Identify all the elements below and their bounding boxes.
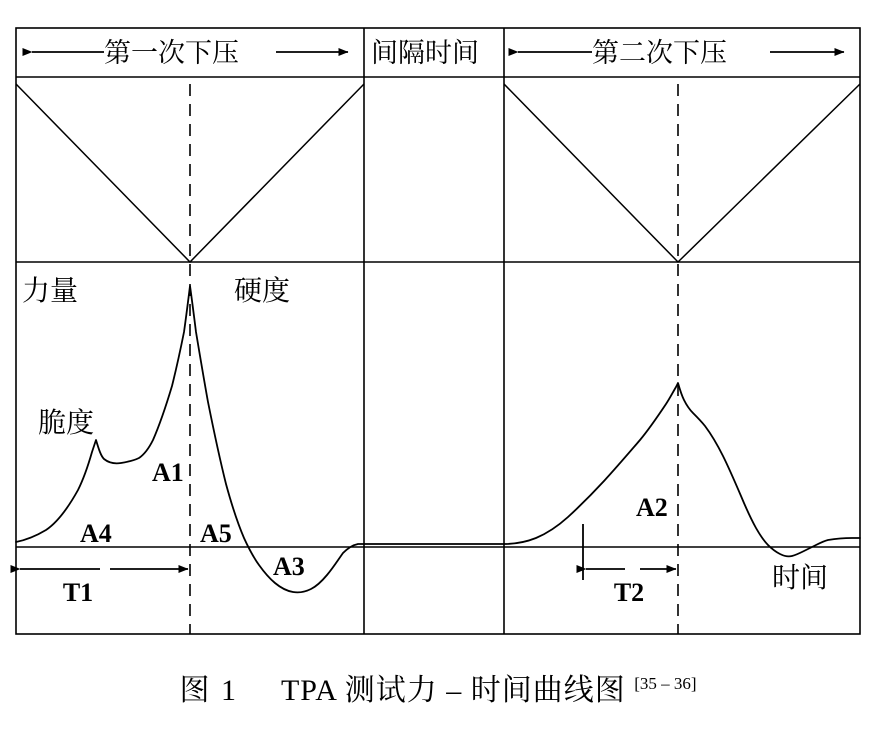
label-a1: A1 [152, 458, 184, 487]
figure-title: TPA 测试力 – 时间曲线图 [280, 674, 626, 707]
header-band [32, 38, 844, 68]
label-brittleness: 脆度 [38, 408, 95, 439]
label-t1: T1 [62, 578, 94, 607]
label-a5: A5 [200, 519, 232, 548]
figure-caption [0, 665, 876, 709]
label-t2: T2 [613, 578, 645, 607]
peak-reference-lines [190, 84, 678, 634]
figure-number: 图 1 [179, 674, 238, 707]
header-first-press: 第一次下压 [104, 38, 239, 68]
label-a4: A4 [80, 519, 112, 548]
header-interval: 间隔时间 [371, 38, 479, 68]
label-force-axis: 力量 [22, 276, 79, 307]
t1-measure [20, 569, 188, 607]
probe-travel-paths [16, 84, 860, 262]
figure-reference: [35 – 36] [634, 674, 697, 693]
header-second-press: 第二次下压 [592, 38, 727, 68]
label-a3: A3 [273, 552, 305, 581]
label-a2: A2 [636, 493, 668, 522]
t2-measure [583, 524, 676, 607]
probe-ramp-second [504, 84, 860, 262]
label-hardness: 硬度 [234, 276, 291, 307]
label-time-axis: 时间 [772, 563, 829, 594]
